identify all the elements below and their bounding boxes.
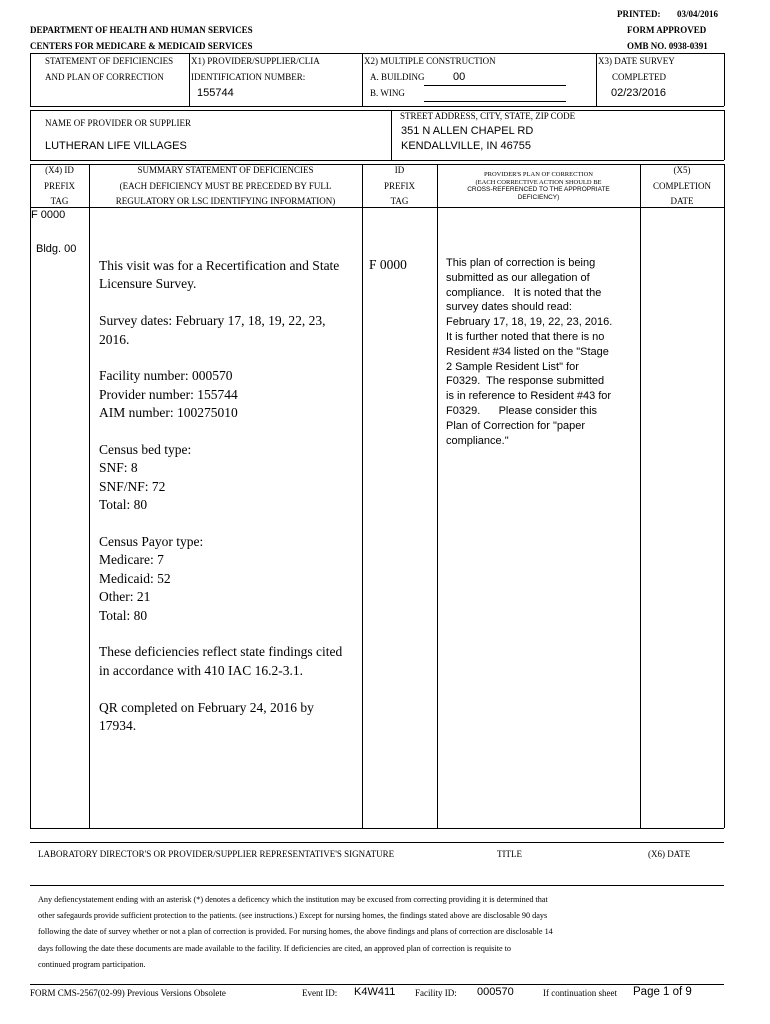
poc-header-3: CROSS-REFERENCED TO THE APPROPRIATE — [467, 186, 610, 193]
table-divider-poc — [640, 164, 641, 828]
box1-bottom-border — [30, 106, 724, 107]
event-id-label: Event ID: — [302, 988, 338, 998]
poc-header-4: DEFICIENCY) — [517, 194, 560, 201]
poc-line: submitted as our allegation of — [446, 271, 590, 284]
printed-date: 03/04/2016 — [677, 9, 719, 19]
disclaimer-line: following the date of survey whether or not a plan of correction is provided. For nursing homes, the above findings and plans of correction are disclosable 14 — [38, 927, 553, 937]
provider-name-label: NAME OF PROVIDER OR SUPPLIER — [45, 118, 192, 128]
box1-divider-1 — [189, 53, 190, 106]
form-number: FORM CMS-2567(02-99) Previous Versions Obsolete — [30, 988, 226, 998]
signature-label: LABORATORY DIRECTOR'S OR PROVIDER/SUPPLIER REPRESENTATIVE'S SIGNATURE — [38, 849, 395, 859]
disclaimer — [38, 892, 718, 973]
disclaimer-line: days following the date these documents are made available to the facility. If deficiencies are cited, an approved plan of correction is requisite to — [38, 943, 512, 953]
poc-header-1: PROVIDER'S PLAN OF CORRECTION — [484, 171, 593, 178]
building-value: 00 — [453, 71, 466, 83]
box2-left-border — [30, 110, 31, 160]
summary-statement — [99, 257, 349, 754]
poc-line: compliance. It is noted that the — [446, 286, 602, 299]
x5-header-2: COMPLETION — [653, 181, 711, 191]
box1-top-border — [30, 53, 724, 54]
left-tag: F 0000 — [31, 209, 66, 221]
poc-line: F0329. Please consider this — [446, 404, 598, 417]
poc-line: It is further noted that there is no — [446, 330, 605, 343]
statement-label-1: STATEMENT OF DEFICIENCIES — [45, 56, 174, 66]
poc-line: is in reference to Resident #43 for — [446, 390, 612, 403]
x3-label-1: X3) DATE SURVEY — [598, 56, 675, 66]
x4-header-1: (X4) ID — [45, 165, 74, 175]
statement-label-2: AND PLAN OF CORRECTION — [45, 72, 164, 82]
summary-paragraph-6: These deficiencies reflect state findings cited in accordance with 410 IAC 16.2-3.1. — [99, 644, 343, 678]
title-label: TITLE — [497, 849, 522, 859]
x1-label-1: X1) PROVIDER/SUPPLIER/CLIA — [191, 56, 320, 66]
table-divider-summary — [362, 164, 363, 828]
summary-paragraph-7: QR completed on February 24, 2016 by 17934. — [99, 699, 314, 734]
poc-line: compliance." — [446, 434, 509, 447]
table-divider-id — [437, 164, 438, 828]
wing-underline — [424, 101, 566, 102]
department-title: DEPARTMENT OF HEALTH AND HUMAN SERVICES — [30, 25, 253, 35]
event-id: K4W411 — [354, 986, 396, 998]
address-line-2: KENDALLVILLE, IN 46755 — [401, 140, 532, 152]
summary-paragraph-5: Census Payor type: Medicare: 7 Medicaid: 52 Other: 21 Total: 80 — [99, 534, 204, 623]
disclaimer-line: Any defiencystatement ending with an asterisk (*) denotes a deficency which the institution may be excused from correcting providing it is determined that — [38, 895, 548, 904]
provider-name: LUTHERAN LIFE VILLAGES — [45, 140, 187, 152]
box2-divider — [391, 110, 392, 160]
box1-divider-3 — [596, 53, 597, 106]
address-line-1: 351 N ALLEN CHAPEL RD — [401, 125, 534, 137]
wing-label: B. WING — [370, 88, 405, 98]
poc-line: survey dates should read: — [446, 301, 572, 314]
disclaimer-line: other safegaurds provide sufficient protection to the patients. (see instructions.) Except for nursing homes, the findings stated above are disclosable 90 days — [38, 911, 548, 921]
facility-id: 000570 — [477, 986, 514, 998]
poc-line: F0329. The response submitted — [446, 375, 605, 388]
summary-header-2: (EACH DEFICIENCY MUST BE PRECEDED BY FULL — [119, 181, 332, 191]
id-header-1: ID — [394, 165, 405, 175]
x3-label-2: COMPLETED — [612, 72, 666, 82]
building-underline — [424, 85, 566, 86]
facility-id-label: Facility ID: — [415, 988, 457, 998]
summary-paragraph-1: This visit was for a Recertification and State Licensure Survey. — [99, 258, 340, 292]
signature-top-border — [30, 842, 724, 843]
poc-line: February 17, 18, 19, 22, 23, 2016. — [446, 316, 613, 329]
summary-paragraph-3: Facility number: 000570 Provider number: 155744 AIM number: 100275010 — [99, 368, 238, 421]
disclaimer-line: continued program participation. — [38, 959, 146, 969]
page-number: Page 1 of 9 — [633, 986, 692, 998]
provider-number: 155744 — [197, 87, 234, 99]
table-right-border — [724, 164, 725, 828]
box2-right-border — [724, 110, 725, 160]
building-label: A. BUILDING — [370, 72, 425, 82]
printed-label: PRINTED: — [617, 9, 661, 19]
x4-header-3: TAG — [50, 196, 69, 206]
summary-header-3: REGULATORY OR LSC IDENTIFYING INFORMATION) — [115, 196, 336, 206]
survey-date: 02/23/2016 — [611, 87, 667, 99]
box1-divider-2 — [362, 53, 363, 106]
centers-title: CENTERS FOR MEDICARE & MEDICAID SERVICES — [30, 41, 253, 51]
plan-of-correction — [446, 256, 636, 448]
table-divider-prefix — [89, 164, 90, 828]
poc-line: Resident #34 listed on the "Stage — [446, 345, 609, 358]
omb-number: OMB NO. 0938-0391 — [627, 41, 708, 51]
box1-right-border — [724, 53, 725, 106]
poc-line: This plan of correction is being — [446, 257, 596, 269]
box1-left-border — [30, 53, 31, 106]
summary-header-1: SUMMARY STATEMENT OF DEFICIENCIES — [137, 165, 314, 175]
table-left-border — [30, 164, 31, 828]
poc-header-2: (EACH CORRECTIVE ACTION SHOULD BE — [475, 179, 602, 186]
id-header-3: TAG — [390, 196, 409, 206]
address-label: STREET ADDRESS, CITY, STATE, ZIP CODE — [400, 111, 576, 121]
building-tag: Bldg. 00 — [36, 243, 77, 255]
x5-header-3: DATE — [670, 196, 694, 206]
footer-top-border — [30, 984, 724, 985]
poc-line: Plan of Correction for "paper — [446, 419, 586, 432]
x5-header-1: (X5) — [673, 165, 691, 175]
table-header-bottom — [30, 207, 724, 208]
summary-paragraph-2: Survey dates: February 17, 18, 19, 22, 23, 2016. — [99, 313, 326, 347]
continuation-label: If continuation sheet — [543, 988, 617, 998]
id-header-2: PREFIX — [383, 181, 415, 191]
x6-date-label: (X6) DATE — [648, 849, 691, 859]
summary-paragraph-4: Census bed type: SNF: 8 SNF/NF: 72 Total: 80 — [99, 442, 192, 513]
x2-label: X2) MULTIPLE CONSTRUCTION — [364, 56, 496, 66]
form-approved: FORM APPROVED — [627, 25, 707, 35]
x4-header-2: PREFIX — [43, 181, 75, 191]
signature-bottom-border — [30, 885, 724, 886]
box2-top-border — [30, 110, 724, 111]
table-bottom-border — [30, 828, 724, 829]
box2-bottom-border — [30, 160, 724, 161]
poc-line: 2 Sample Resident List" for — [446, 360, 579, 373]
x1-label-2: IDENTIFICATION NUMBER: — [191, 72, 306, 82]
id-tag: F 0000 — [369, 257, 407, 272]
